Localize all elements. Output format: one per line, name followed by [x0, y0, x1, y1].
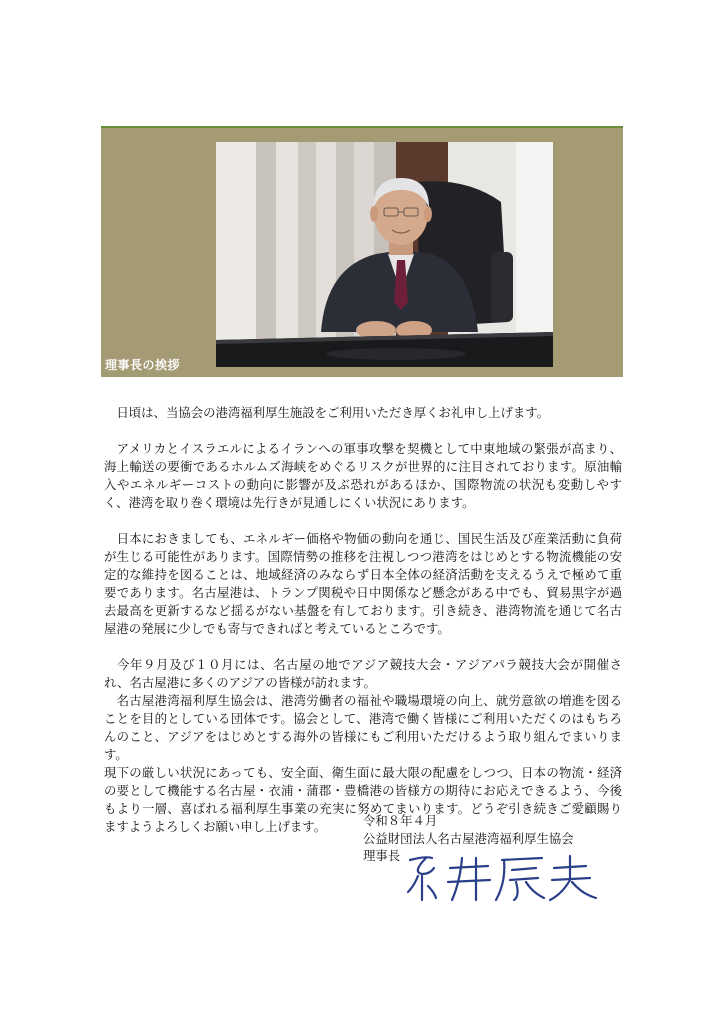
handwritten-signature-icon: [404, 852, 599, 904]
paragraph-4: 今年９月及び１０月には、名古屋の地でアジア競技大会・アジアパラ競技大会が開催され、名古屋港に多くのアジアの皆様が訪れます。: [104, 657, 622, 690]
greeting-body: [104, 404, 622, 836]
section-caption: 理事長の挨拶: [105, 358, 181, 372]
signatory-title: 理事長: [363, 848, 401, 863]
organization-name: 公益財団法人名古屋港湾福利厚生協会: [363, 830, 574, 846]
paragraph-2: アメリカとイスラエルによるイランへの軍事攻撃を契機として中東地域の緊張が高まり、海上輸送の要衝であるホルムズ海峡をめぐるリスクが世界的に注目されております。原油輸入やエネルギーコストの動向に影響が及ぶ恐れがあるほか、国際物流の状況も変動しやすく、港湾を取り巻く環境は先行きが見通しにくい状況にあります。: [104, 441, 622, 510]
paragraph-1: 日頃は、当協会の港湾福利厚生施設をご利用いただき厚くお礼申し上げます。: [104, 405, 550, 420]
chairman-portrait-photo: [216, 142, 553, 367]
paragraph-5: 名古屋港湾福利厚生協会は、港湾労働者の福祉や職場環境の向上、就労意欲の増進を図ることを目的としている団体です。協会として、港湾で働く皆様にご利用いただくのはもちろんのこと、アジアをはじめとする海外の皆様にもご利用いただけるよう取り組んでまいります。: [104, 693, 622, 762]
paragraph-6: 現下の厳しい状況にあっても、安全面、衛生面に最大限の配慮をしつつ、日本の物流・経済の要として機能する名古屋・衣浦・蒲郡・豊橋港の皆様方の期待にお応えできるよう、今後もより一層、喜ばれる福利厚生事業の充実に努めてまいります。どうぞ引き続きご愛顧賜りますようよろしくお願い申し上げます。: [104, 765, 622, 834]
paragraph-3: 日本におきましても、エネルギー価格や物価の動向を通じ、国民生活及び産業活動に負荷が生じる可能性があります。国際情勢の推移を注視しつつ港湾をはじめとする物流機能の安定的な維持を図ることは、地域経済のみならず日本全体の経済活動を支えるうえで極めて重要であります。名古屋港は、トランプ関税や日中関係など懸念がある中でも、貿易黒字が過去最高を更新するなど揺るがない基盤を有しております。引き続き、港湾物流を通じて名古屋港の発展に少しでも寄与できればと考えているところです。: [104, 531, 622, 636]
header-panel: [101, 128, 623, 377]
date-line: 令和８年４月: [363, 813, 438, 828]
